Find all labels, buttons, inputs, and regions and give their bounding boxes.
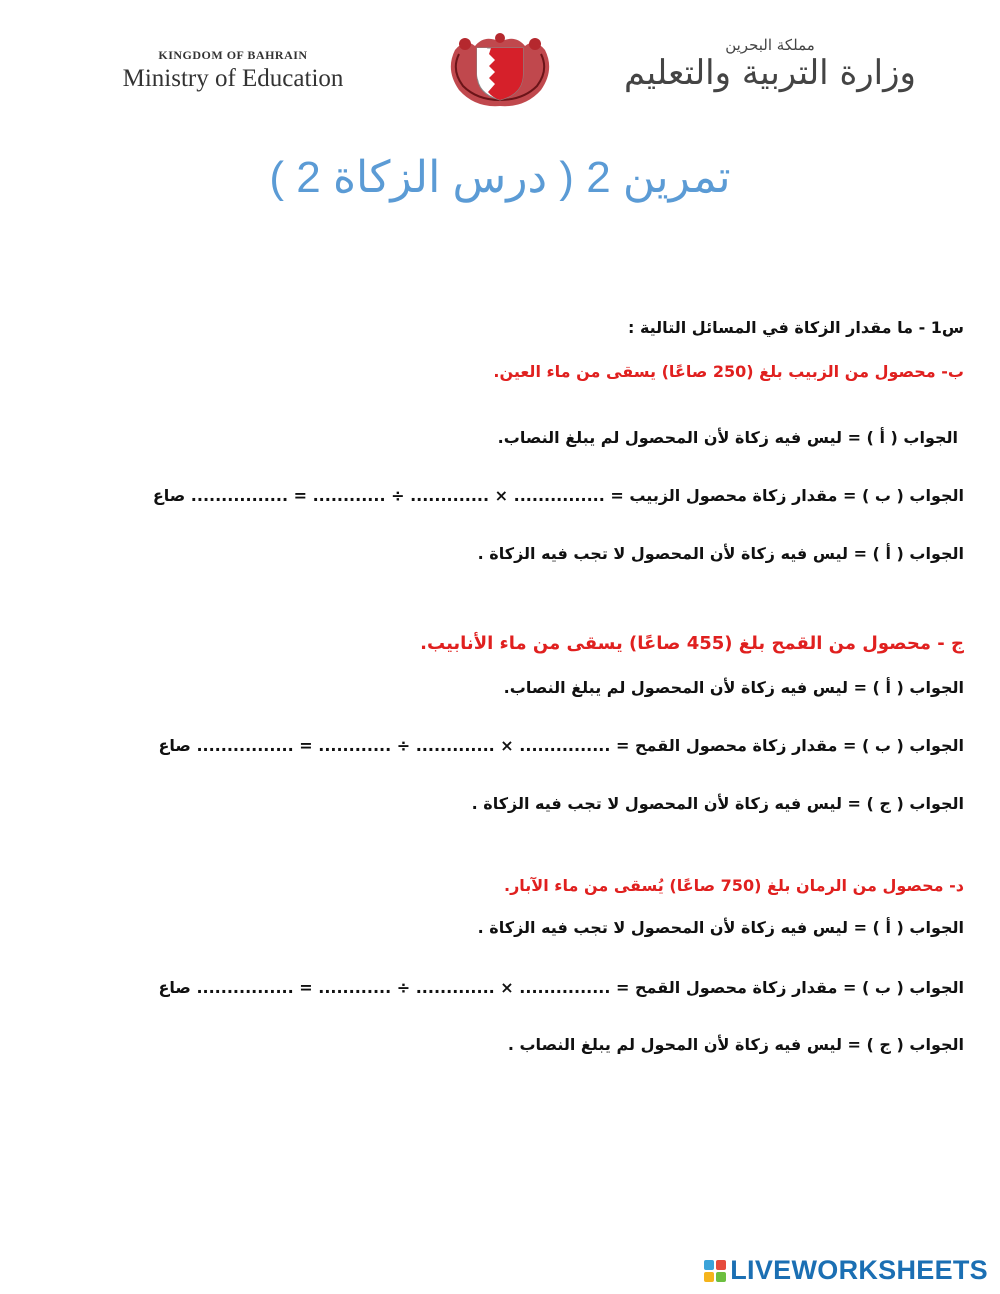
section-b-answer-c: الجواب ( أ ) = ليس فيه زكاة لأن المحصول لا تجب فيه الزكاة .: [477, 544, 964, 563]
ministry-en: Ministry of Education: [122, 65, 344, 92]
section-b-heading: ب- محصول من الزبيب بلغ (250 صاعًا) يسقى من ماء العين.: [493, 362, 964, 381]
section-c-heading: ج - محصول من القمح بلغ (455 صاعًا) يسقى من ماء الأنابيب.: [420, 633, 964, 654]
kingdom-en: KINGDOM OF BAHRAIN: [158, 48, 308, 62]
section-c-answer-b: الجواب ( ب ) = مقدار زكاة محصول القمح = ............... × ............. ÷ ............ = ................ صاع: [158, 736, 964, 755]
question-text: س1 - ما مقدار الزكاة في المسائل التالية :: [627, 318, 964, 337]
section-b-answer-a: الجواب ( أ ) = ليس فيه زكاة لأن المحصول لم يبلغ النصاب.: [497, 428, 958, 447]
kingdom-ar: مملكة البحرين: [725, 36, 815, 54]
section-c-answer-c: الجواب ( ج ) = ليس فيه زكاة لأن المحصول لا تجب فيه الزكاة .: [471, 794, 964, 813]
liveworksheets-logo: [704, 1255, 988, 1286]
section-b-answer-b: الجواب ( ب ) = مقدار زكاة محصول الزبيب = ............... × ............. ÷ ............ = ................ صاع: [152, 486, 964, 505]
section-d-answer-a: الجواب ( أ ) = ليس فيه زكاة لأن المحصول لا تجب فيه الزكاة .: [477, 918, 964, 937]
liveworksheets-icon: [704, 1260, 726, 1282]
header-arabic: [585, 36, 955, 93]
section-c-answer-a: الجواب ( أ ) = ليس فيه زكاة لأن المحصول لم يبلغ النصاب.: [503, 678, 964, 697]
header-english: [48, 48, 418, 93]
ministry-ar: وزارة التربية والتعليم: [624, 53, 916, 93]
section-d-heading: د- محصول من الرمان بلغ (750 صاعًا) يُسقى من ماء الآبار.: [504, 876, 964, 895]
page-title: تمرين 2 ( درس الزكاة 2 ): [269, 153, 731, 202]
section-d-answer-c: الجواب ( ج ) = ليس فيه زكاة لأن المحول لم يبلغ النصاب .: [507, 1035, 964, 1054]
brand-text: LIVEWORKSHEETS: [730, 1255, 988, 1285]
bahrain-emblem-icon: [445, 30, 555, 108]
section-d-answer-b: الجواب ( ب ) = مقدار زكاة محصول القمح = ............... × ............. ÷ ............ = ................ صاع: [158, 978, 964, 997]
